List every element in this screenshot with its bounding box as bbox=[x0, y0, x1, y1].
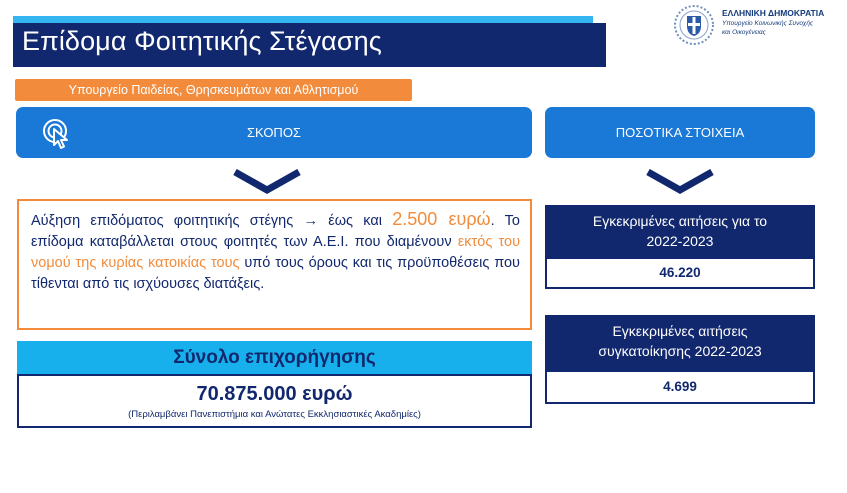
stat-cohabitation-value: 4.699 bbox=[545, 370, 815, 404]
stat1-line2: 2022-2023 bbox=[646, 233, 714, 249]
ministry-label: Υπουργείο Παιδείας, Θρησκευμάτων και Αθλητισμού bbox=[15, 79, 412, 101]
allowance-amount: 2.500 ευρώ bbox=[392, 209, 491, 229]
title-accent-bar bbox=[13, 16, 593, 23]
purpose-header bbox=[16, 107, 532, 158]
chevron-down-icon bbox=[232, 169, 302, 195]
stat1-line1: Εγκεκριμένες αιτήσεις για το bbox=[592, 213, 768, 229]
stat-cohabitation-header bbox=[545, 315, 815, 370]
stat2-line1: Εγκεκριμένες αιτήσεις bbox=[612, 323, 748, 339]
page-title: Επίδομα Φοιτητικής Στέγασης bbox=[22, 26, 382, 56]
stat2-line2: συγκατοίκησης 2022-2023 bbox=[598, 343, 762, 359]
quantitative-data-header-label: ΠΟΣΟΤΙΚΑ ΣΤΟΙΧΕΙΑ bbox=[615, 125, 745, 140]
pointer-click-icon bbox=[42, 118, 74, 150]
desc-part2: Το επίδομα καταβάλλεται στους φοιτητές των Α.Ε.Ι. που διαμένουν bbox=[31, 213, 520, 250]
purpose-description bbox=[17, 199, 532, 330]
total-funding-header: Σύνολο επιχορήγησης bbox=[17, 341, 532, 374]
logo-ministry-text: Υπουργείο Κοινωνικής Συνοχής bbox=[722, 20, 814, 27]
desc-period: . bbox=[490, 213, 495, 229]
desc-part3: υπό τους όρους και τις προϋποθέσεις που τίθενται από τις ισχύουσες διατάξεις. bbox=[31, 255, 520, 292]
arrow-right-icon: → bbox=[303, 213, 318, 229]
desc-up-to: έως και bbox=[328, 213, 382, 229]
quantitative-data-header bbox=[545, 107, 815, 158]
greek-emblem-icon bbox=[673, 4, 715, 46]
desc-highlight: εκτός του νομού της κυρίας κατοικίας τους bbox=[31, 234, 520, 271]
total-funding-amount: 70.875.000 ευρώ bbox=[196, 383, 353, 405]
logo-republic-text: ΕΛΛΗΝΙΚΗ ΔΗΜΟΚΡΑΤΙΑ bbox=[722, 8, 825, 18]
chevron-down-icon-right bbox=[645, 169, 715, 195]
logo-ministry-text-2: και Οικογένειας bbox=[722, 29, 766, 36]
total-funding-note: (Περιλαμβάνει Πανεπιστήμια και Ανώτατες Εκκλησιαστικές Ακαδημίες) bbox=[128, 409, 421, 420]
purpose-header-label: ΣΚΟΠΟΣ bbox=[247, 125, 301, 140]
stat-approved-applications-value: 46.220 bbox=[545, 257, 815, 289]
stat-approved-applications-header bbox=[545, 205, 815, 257]
desc-line1: Αύξηση επιδόματος φοιτητικής στέγης bbox=[31, 213, 294, 229]
total-funding-box bbox=[17, 374, 532, 428]
